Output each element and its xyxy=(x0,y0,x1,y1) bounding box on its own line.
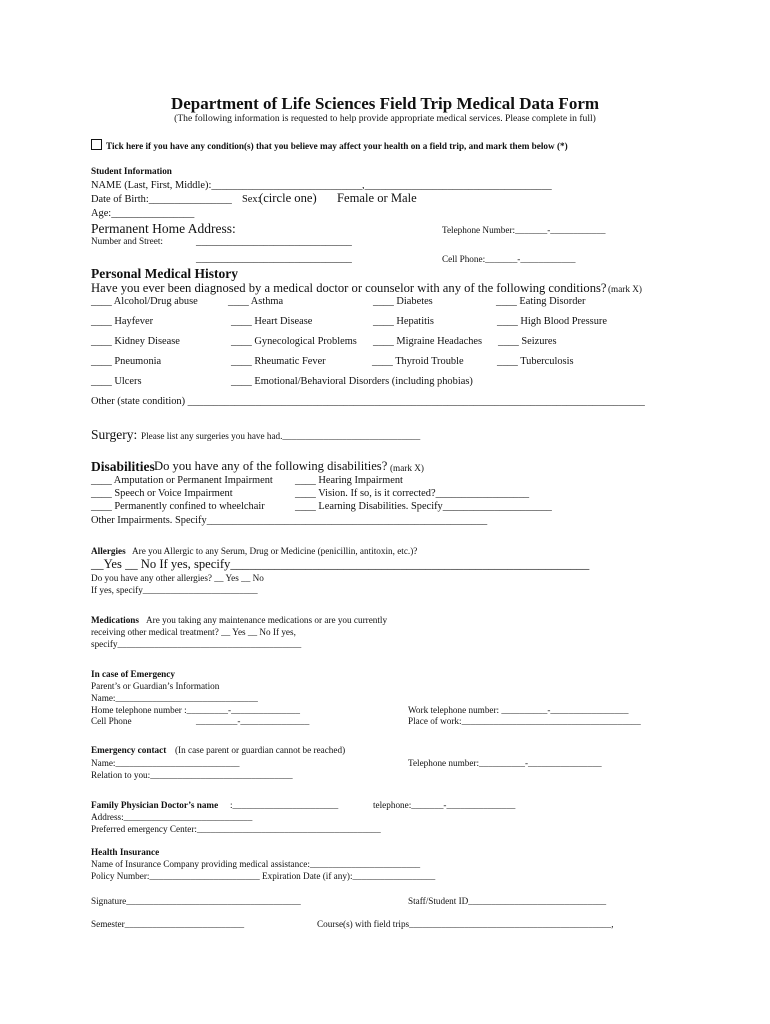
work-telephone-field[interactable]: Work telephone number: __________-_________________ xyxy=(408,705,629,715)
condition-checkbox[interactable] xyxy=(91,139,102,150)
physician-address-field[interactable]: Address:____________________________ xyxy=(91,812,253,822)
address-label: Permanent Home Address: xyxy=(91,221,236,236)
cond-blood-pressure[interactable]: ____ High Blood Pressure xyxy=(497,316,607,327)
surgery-field[interactable]: Please list any surgeries you have had.______________________________ xyxy=(141,431,421,441)
cond-ulcers[interactable]: ____ Ulcers xyxy=(91,376,142,387)
cond-emotional[interactable]: ____ Emotional/Behavioral Disorders (including phobias) xyxy=(231,376,473,387)
policy-field[interactable]: Policy Number:________________________ Expiration Date (if any):__________________ xyxy=(91,871,436,881)
emergency-center-field[interactable]: Preferred emergency Center:________________________________________ xyxy=(91,824,381,834)
cond-diabetes[interactable]: ____ Diabetes xyxy=(373,296,433,307)
disabilities-mark-note: (mark X) xyxy=(390,463,424,473)
other-condition-field[interactable]: Other (state condition) ________________________________________________________________________________________ xyxy=(91,396,645,407)
telephone-field[interactable]: Telephone Number:_______-____________ xyxy=(442,225,606,235)
history-question: Have you ever been diagnosed by a medical doctor or counselor with any of the following conditions? xyxy=(91,281,607,295)
emergency-heading: In case of Emergency xyxy=(91,669,175,679)
cond-thyroid[interactable]: ____ Thyroid Trouble xyxy=(372,356,464,367)
dis-wheelchair[interactable]: ____ Permanently confined to wheelchair xyxy=(91,501,265,512)
guardian-cell-field[interactable]: _________-_______________ xyxy=(196,716,310,726)
relation-field[interactable]: Relation to you:_______________________________ xyxy=(91,770,293,780)
name-field[interactable]: NAME (Last, First, Middle):_____________________________,____________________________________ xyxy=(91,180,552,191)
dis-speech[interactable]: ____ Speech or Voice Impairment xyxy=(91,488,233,499)
sex-label: Sex: xyxy=(242,194,261,205)
disabilities-label: Disabilities xyxy=(91,459,155,474)
contact-telephone-field[interactable]: Telephone number:__________-________________ xyxy=(408,758,602,768)
sex-options[interactable]: Female or Male xyxy=(337,191,417,205)
cond-heart[interactable]: ____ Heart Disease xyxy=(231,316,313,327)
cell-phone-field[interactable]: Cell Phone:_______-____________ xyxy=(442,254,576,264)
street-label: Number and Street: xyxy=(91,236,163,246)
other-impairments-field[interactable]: Other Impairments. Specify______________________________________________________ xyxy=(91,515,488,526)
allergies-label: Allergies xyxy=(91,546,126,556)
insurance-heading: Health Insurance xyxy=(91,847,160,857)
medications-label: Medications xyxy=(91,615,139,625)
other-allergies-field[interactable]: Do you have any other allergies? __ Yes __ No xyxy=(91,573,264,583)
dis-vision[interactable]: ____ Vision. If so, is it corrected?__________________ xyxy=(295,488,530,499)
cond-hepatitis[interactable]: ____ Hepatitis xyxy=(373,316,434,327)
physician-name-field[interactable]: :_______________________ xyxy=(230,800,339,810)
home-telephone-field[interactable]: Home telephone number :_________-_______________ xyxy=(91,705,300,715)
street-field-2[interactable]: ______________________________ xyxy=(196,253,352,264)
history-mark-note: (mark X) xyxy=(608,284,642,294)
emergency-contact-note: (In case parent or guardian cannot be reached) xyxy=(175,745,346,755)
semester-field[interactable]: Semester__________________________ xyxy=(91,919,245,929)
cond-asthma[interactable]: ____ Asthma xyxy=(228,296,284,307)
cond-alcohol[interactable]: ____ Alcohol/Drug abuse xyxy=(91,296,198,307)
physician-telephone-field[interactable]: telephone:_______-_______________ xyxy=(373,800,516,810)
allergy-specify-field[interactable]: If yes, specify_________________________ xyxy=(91,585,258,595)
circle-one-note: (circle one) xyxy=(259,191,317,205)
disabilities-question: Do you have any of the following disabilities? xyxy=(154,459,388,473)
street-field[interactable]: ______________________________ xyxy=(196,236,352,247)
physician-label: Family Physician Doctor’s name xyxy=(91,800,219,810)
dis-learning[interactable]: ____ Learning Disabilities. Specify_____________________ xyxy=(295,501,552,512)
dob-field[interactable]: Date of Birth:________________ xyxy=(91,194,232,205)
emergency-contact-label: Emergency contact xyxy=(91,745,167,755)
form-title: Department of Life Sciences Field Trip Medical Data Form xyxy=(170,94,600,113)
tick-instruction: Tick here if you have any condition(s) that you believe may affect your health on a field trip, and mark them below (*) xyxy=(106,141,568,151)
insurance-company-field[interactable]: Name of Insurance Company providing medical assistance:________________________ xyxy=(91,859,421,869)
cond-tuberculosis[interactable]: ____ Tuberculosis xyxy=(497,356,574,367)
contact-name-field[interactable]: Name:___________________________ xyxy=(91,758,240,768)
cond-eating[interactable]: ____ Eating Disorder xyxy=(496,296,586,307)
guardian-name-field[interactable]: Name:_______________________________ xyxy=(91,693,258,703)
cond-rheumatic[interactable]: ____ Rheumatic Fever xyxy=(231,356,326,367)
medications-yes-no[interactable]: receiving other medical treatment? __ Yes __ No If yes, xyxy=(91,627,296,637)
place-of-work-field[interactable]: Place of work:_______________________________________ xyxy=(408,716,641,726)
dis-hearing[interactable]: ____ Hearing Impairment xyxy=(295,475,403,486)
guardian-info-label: Parent’s or Guardian’s Information xyxy=(91,681,220,691)
dis-amputation[interactable]: ____ Amputation or Permanent Impairment xyxy=(91,475,273,486)
medications-text-1: Are you taking any maintenance medications or are you currently xyxy=(146,615,388,625)
cond-kidney[interactable]: ____ Kidney Disease xyxy=(91,336,180,347)
staff-student-id-field[interactable]: Staff/Student ID______________________________ xyxy=(408,896,607,906)
age-field[interactable]: Age:________________ xyxy=(91,208,195,219)
allergy-yes-no-field[interactable]: __Yes __ No If yes, specify_________________________________________________________ xyxy=(91,557,590,571)
cond-pneumonia[interactable]: ____ Pneumonia xyxy=(91,356,162,367)
course-field[interactable]: Course(s) with field trips____________________________________________, xyxy=(317,919,614,929)
medical-history-heading: Personal Medical History xyxy=(91,266,238,281)
medications-specify-field[interactable]: specify________________________________________ xyxy=(91,639,302,649)
signature-field[interactable]: Signature______________________________________ xyxy=(91,896,301,906)
cell-phone-label: Cell Phone xyxy=(91,716,132,726)
surgery-label: Surgery: xyxy=(91,427,138,442)
student-info-heading: Student Information xyxy=(91,166,172,176)
cond-migraine[interactable]: ____ Migraine Headaches xyxy=(373,336,483,347)
form-subtitle: (The following information is requested to help provide appropriate medical services. Please complete in full) xyxy=(174,113,596,124)
allergies-question: Are you Allergic to any Serum, Drug or Medicine (penicillin, antitoxin, etc.)? xyxy=(132,546,418,556)
cond-seizures[interactable]: ____ Seizures xyxy=(498,336,557,347)
cond-gynecological[interactable]: ____ Gynecological Problems xyxy=(231,336,357,347)
cond-hayfever[interactable]: ____ Hayfever xyxy=(91,316,154,327)
